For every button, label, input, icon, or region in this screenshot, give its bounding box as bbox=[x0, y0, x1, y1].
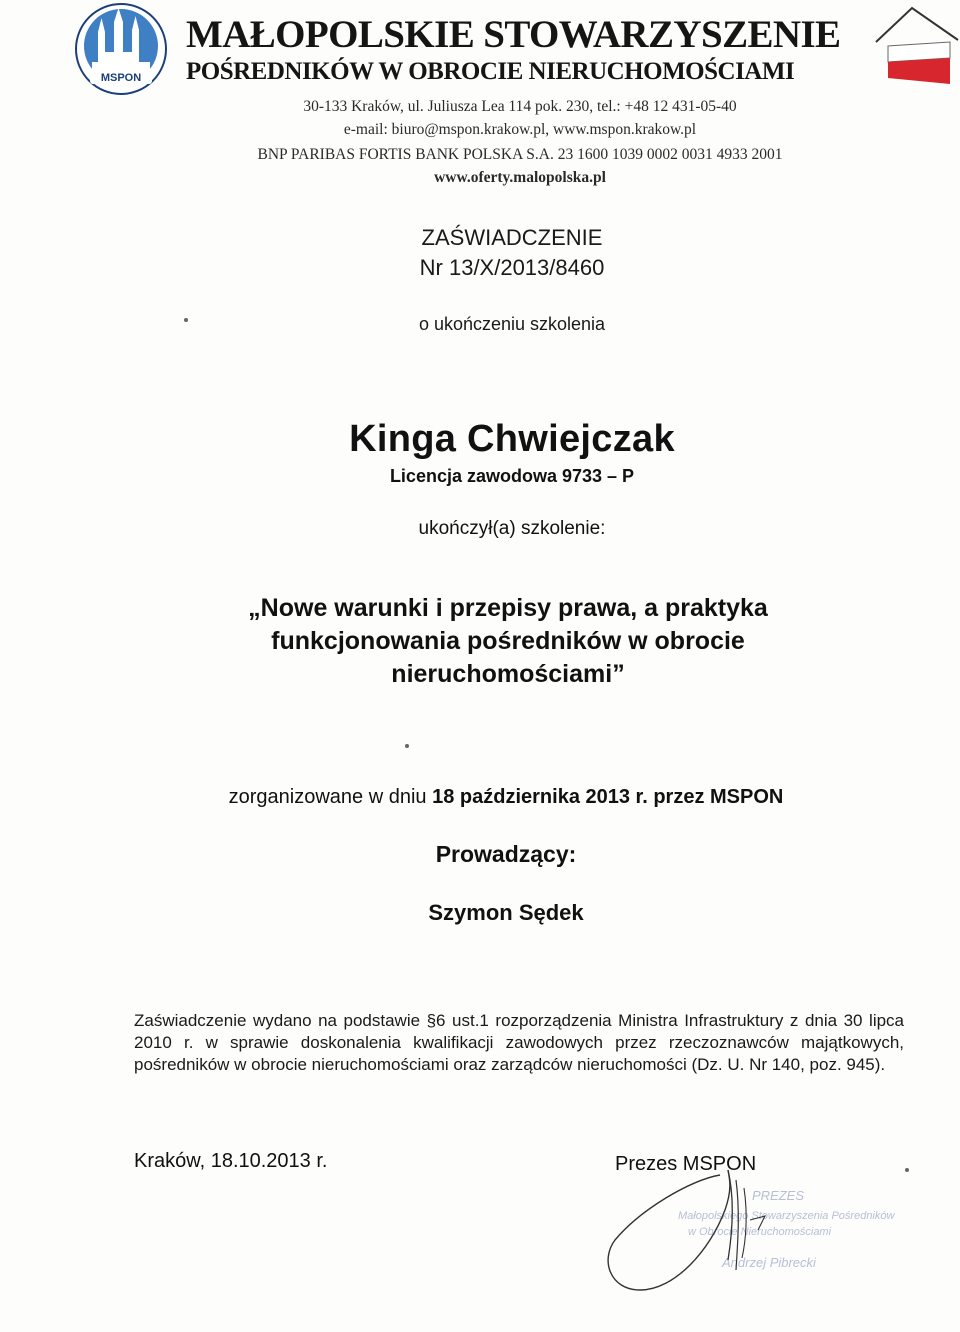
stamp-line: w Obrocie Nieruchomościami bbox=[688, 1226, 832, 1238]
course-title bbox=[0, 592, 960, 691]
organized-date: 18 października 2013 r. przez MSPON bbox=[432, 786, 784, 808]
organized-prefix: zorganizowane w dniu bbox=[228, 786, 433, 808]
roof-flag-logo bbox=[872, 2, 960, 90]
place-date: Kraków, 18.10.2013 r. bbox=[134, 1150, 328, 1172]
person-name: Kinga Chwiejczak bbox=[349, 418, 675, 460]
website-line: www.oferty.malopolska.pl bbox=[434, 169, 606, 186]
bank-line: BNP PARIBAS FORTIS BANK POLSKA S.A. 23 1600 1039 0002 0031 4933 2001 bbox=[257, 146, 783, 163]
address-line: 30-133 Kraków, ul. Juliusza Lea 114 pok. 230, tel.: +48 12 431-05-40 bbox=[303, 98, 737, 115]
document-number: Nr 13/X/2013/8460 bbox=[419, 255, 605, 280]
trainer-name: Szymon Sędek bbox=[428, 900, 584, 925]
mspon-logo bbox=[74, 2, 168, 96]
speck bbox=[184, 318, 188, 322]
organization-name: MAŁOPOLSKIE STOWARZYSZENIE bbox=[186, 13, 841, 56]
speck bbox=[905, 1168, 909, 1172]
course-title-line: „Nowe warunki i przepisy prawa, a praktyka bbox=[248, 594, 768, 622]
course-title-line: nieruchomościami” bbox=[391, 660, 625, 688]
speck bbox=[405, 744, 409, 748]
course-title-line: funkcjonowania pośredników w obrocie bbox=[271, 627, 745, 655]
license-number: Licencja zawodowa 9733 – P bbox=[389, 466, 635, 486]
stamp-line: Małopolskiego Stowarzyszenia Pośredników bbox=[678, 1210, 895, 1222]
legal-basis-text: Zaświadczenie wydano na podstawie §6 ust.1 rozporządzenia Ministra Infrastruktury z dnia 30 lipca 2010 r. w sprawie doskonalenia kwalifikacji zawodowych przez rzeczoznawców majątkowych, pośredników w obrocie nieruchomościami oraz zarządców nieruchomości (Dz. U. Nr 140, poz. 945). bbox=[134, 1011, 904, 1074]
logo-label: MSPON bbox=[100, 72, 142, 84]
email-line: e-mail: biuro@mspon.krakow.pl, www.mspon.krakow.pl bbox=[343, 121, 697, 138]
organization-subtitle: POŚREDNIKÓW W OBROCIE NIERUCHOMOŚCIAMI bbox=[186, 58, 795, 85]
trainer-label: Prowadzący: bbox=[435, 841, 577, 867]
organized-line bbox=[0, 786, 960, 809]
signature bbox=[600, 1140, 900, 1310]
document-subtitle: o ukończeniu szkolenia bbox=[418, 314, 606, 334]
completed-label: ukończył(a) szkolenie: bbox=[418, 518, 606, 539]
stamp-title: PREZES bbox=[752, 1188, 805, 1203]
document-title: ZAŚWIADCZENIE bbox=[421, 225, 603, 250]
stamp-name: Andrzej Pibrecki bbox=[722, 1255, 816, 1270]
president-label: Prezes MSPON bbox=[615, 1153, 757, 1175]
